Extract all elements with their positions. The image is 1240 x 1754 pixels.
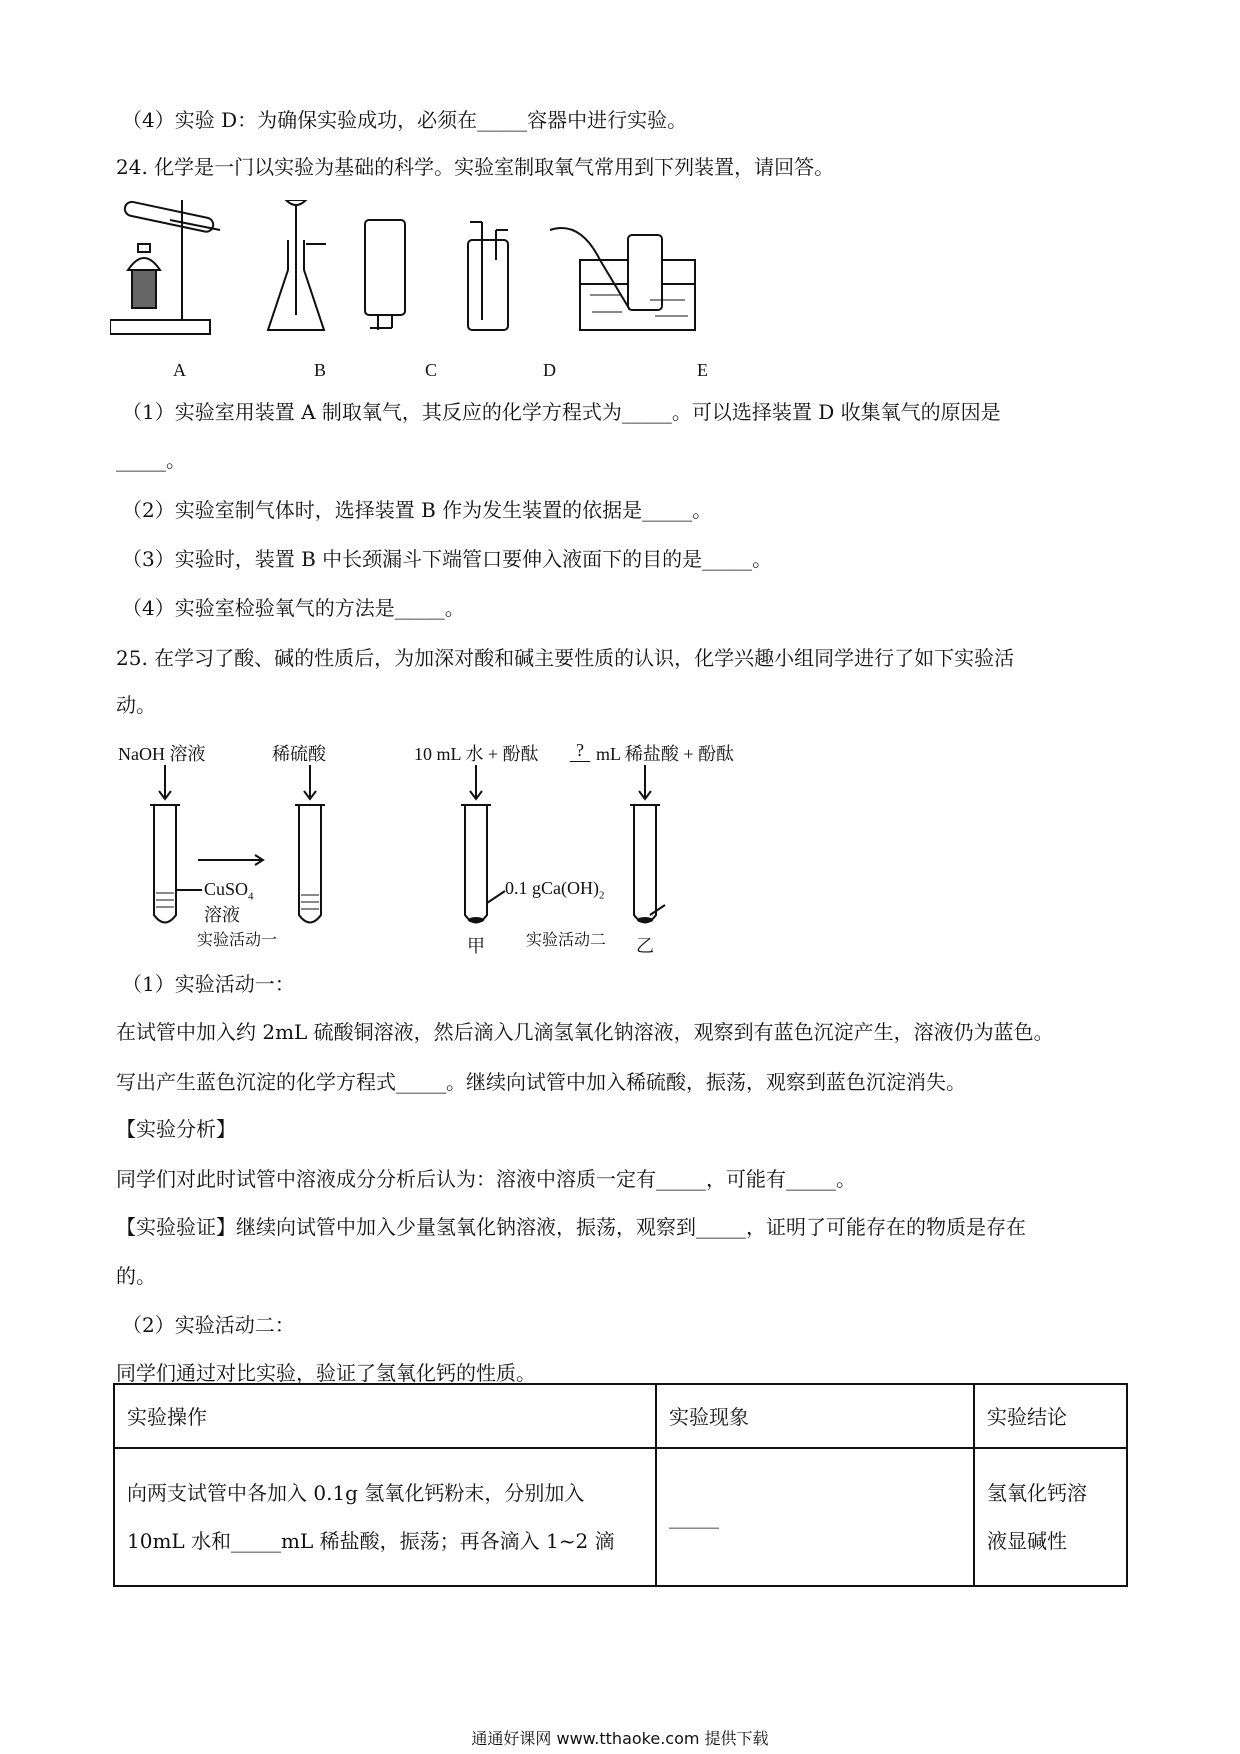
cuso4-label [204,879,254,903]
hcl-label: mL 稀盐酸 + 酚酞 [596,744,734,764]
q24-part1a: （1）实验室用装置 A 制取氧气，其反应的化学方程式为_____。可以选择装置 D 收集氧气的原因是 [122,400,1001,424]
header-conclusion [974,1384,1127,1448]
phenomenon-blank: _____ [669,1505,719,1529]
caoh2-subscript: 2 [598,889,605,902]
q25-part2-desc: 同学们通过对比实验，验证了氢氧化钙的性质。 [116,1361,536,1385]
caoh2-text: 0.1 gCa(OH) [505,878,599,898]
q24-part3: （3）实验时，装置 B 中长颈漏斗下端管口要伸入液面下的目的是_____。 [122,547,773,571]
cell-phenomenon [656,1448,974,1586]
cell-operation [114,1448,656,1586]
stand-base [110,320,210,334]
verification-a: 【实验验证】继续向试管中加入少量氢氧化钠溶液，振荡，观察到_____，证明了可能存在的物质是存在 [116,1215,1026,1239]
cell-conclusion [974,1448,1127,1586]
caoh2-label [505,878,604,902]
label-e: E [697,360,708,380]
header-operation-text: 实验操作 [127,1405,207,1429]
question-mark: ? [570,740,590,762]
q23-part4: （4）实验 D：为确保实验成功，必须在_____容器中进行实验。 [122,108,688,132]
page-footer: 通通好课网 www.tthaoke.com 提供下载 [471,1729,769,1748]
analysis-text: 同学们对此时试管中溶液成分分析后认为：溶液中溶质一定有_____，可能有_____。 [116,1167,856,1191]
q24-part1b: _____。 [116,448,186,472]
q25-stem-a: 25. 在学习了酸、碱的性质后，为加深对酸和碱主要性质的认识，化学兴趣小组同学进行了如下实验活 [116,646,1015,670]
label-c: C [425,360,438,380]
solution-label: 溶液 [204,905,240,925]
header-phenomenon-text: 实验现象 [669,1405,749,1429]
q25-part2: （2）实验活动二： [122,1313,295,1337]
q25-part1-desc: 在试管中加入约 2mL 硫酸铜溶液，然后滴入几滴氢氧化钠溶液，观察到有蓝色沉淀产生，溶液仍为蓝色。 [116,1020,1054,1044]
q24-part2: （2）实验室制气体时，选择装置 B 作为发生装置的依据是_____。 [122,498,713,522]
header-phenomenon [656,1384,974,1448]
tube-jia-label: 甲 [467,936,485,956]
water-label: 10 mL 水 + 酚酞 [414,744,539,764]
operation-line-1: 向两支试管中各加入 0.1g 氢氧化钙粉末，分别加入 [127,1481,585,1505]
cuso4-text: CuSO [204,879,249,899]
activity2-caption: 实验活动二 [526,932,607,949]
label-b: B [314,360,327,380]
header-conclusion-text: 实验结论 [987,1405,1067,1429]
conclusion-line-2: 液显碱性 [987,1529,1067,1553]
conclusion-line-1: 氢氧化钙溶 [987,1481,1087,1505]
q24-part4: （4）实验室检验氧气的方法是_____。 [122,596,465,620]
q25-part1: （1）实验活动一： [122,972,295,996]
naoh-label: NaOH 溶液 [118,744,206,764]
analysis-heading: 【实验分析】 [116,1117,236,1141]
header-operation [114,1384,656,1448]
experiment-table [113,1383,1128,1587]
label-d: D [543,360,556,380]
activity1-caption: 实验活动一 [197,932,278,949]
apparatus-figure [110,200,790,350]
verification-b: 的。 [116,1264,156,1288]
tube-yi-label: 乙 [636,936,654,956]
h2so4-label: 稀硫酸 [272,744,326,764]
operation-line-2: 10mL 水和_____mL 稀盐酸，振荡；再各滴入 1~2 滴 [127,1529,615,1553]
cuso4-subscript: 4 [248,890,254,903]
q25-part1-equation: 写出产生蓝色沉淀的化学方程式_____。继续向试管中加入稀硫酸，振荡，观察到蓝色沉淀消失。 [116,1070,966,1094]
label-a: A [173,360,186,380]
q24-stem: 24. 化学是一门以实验为基础的科学。实验室制取氧气常用到下列装置，请回答。 [116,155,835,179]
q25-stem-b: 动。 [116,693,156,717]
